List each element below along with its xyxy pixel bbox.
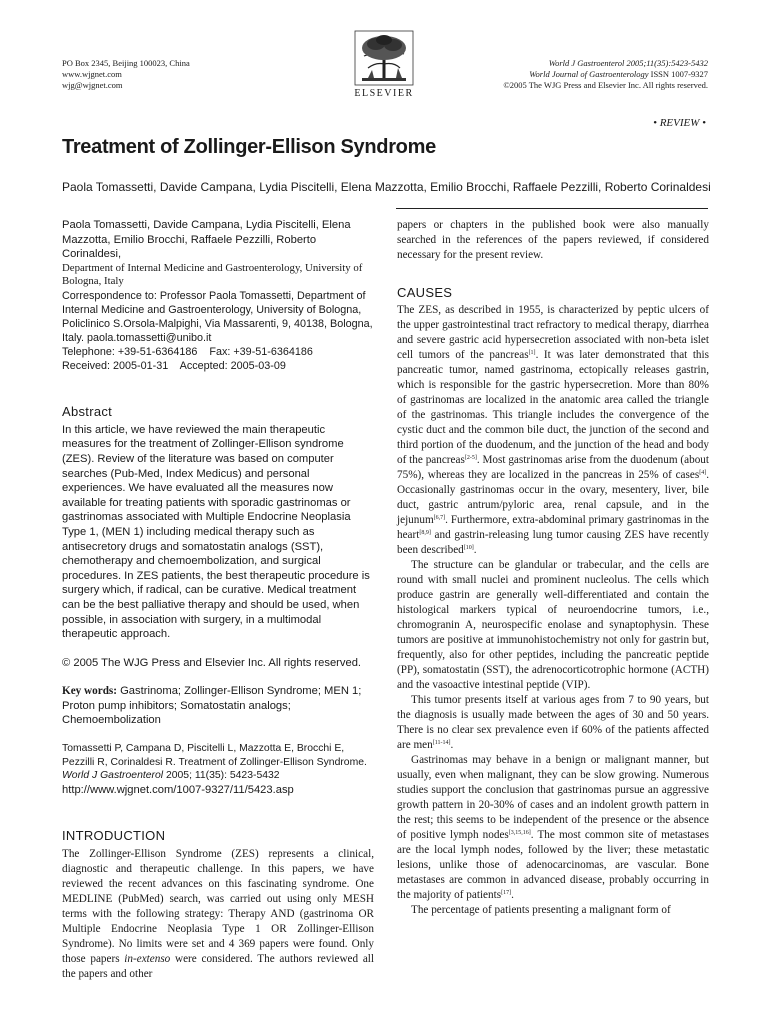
abstract-body: In this article, we have reviewed the main therapeutic measures for the treatment of Zollinger-Ellison syndrome (ZES). Review of the literature was based on computer searches (Pub-Med, Index Medicus) and personal experiences. We have evaluated all the measures now available for treating patients with sporadic gastrinomas or gastrinomas associated with Multiple Endocrine Neoplasia Type 1, (MEN 1) including medical therapy such as antisecretory drugs and somatostatin analogs (SST), chemotherapy and chemoembolization, and surgical procedures. In ZES patients, the best therapeutic procedure is surgery which, if radical, can be curative. Medical treatment can be the best palliative therapy and should be used, when possible, in association with surgery, in a multimodal therapeutic approach. (62, 423, 370, 641)
contact-address: PO Box 2345, Beijing 100023, China (62, 58, 190, 68)
reference-marker[interactable]: [11-14] (432, 740, 451, 746)
causes-paragraph-4 (397, 753, 709, 903)
citation-details: 2005; 11(35): 5423-5432 (163, 770, 280, 782)
reference-marker[interactable]: [2-5] (464, 455, 477, 461)
causes-paragraph-5: The percentage of patients presenting a malignant form of (411, 904, 671, 916)
journal-citation: World J Gastroenterol 2005;11(35):5423-5432 (548, 58, 708, 68)
journal-contact (62, 58, 262, 91)
intro-italic: in-extenso (124, 952, 171, 965)
introduction-heading: INTRODUCTION (62, 827, 166, 843)
keywords-text: Gastrinoma; Zollinger-Ellison Syndrome; MEN 1; Proton pump inhibitors; Somatostatin analogs; Chemoembolization (62, 685, 362, 727)
reference-marker[interactable]: [8,9] (419, 530, 431, 536)
continued-paragraph: papers or chapters in the published book were also manually searched in the references of the papers reviewed, if considered necessary for the present review. (397, 219, 709, 261)
left-column (62, 218, 374, 982)
elsevier-tree-icon (354, 30, 414, 86)
journal-copyright: ©2005 The WJG Press and Elsevier Inc. All rights reserved. (503, 80, 708, 90)
c1-text-d: . Occasionally gastrinomas occur in the ovary, mesentery, liver, bile duct, gastric antrum/pyloric area, renal capsule, and in the jejunum (397, 469, 709, 526)
author-list: Paola Tomassetti, Davide Campana, Lydia Piscitelli, Elena Mazzotta, Emilio Brocchi, Raffaele Pezzilli, Roberto Corinaldesi (62, 180, 711, 194)
reference-marker[interactable]: [6,7] (433, 515, 446, 521)
c1-text-a: The ZES, as described in 1955, is characterized by peptic ulcers of the upper gastrointestinal tract refractory to medical therapy, diarrhea and severe gastric acid hypersecretion associated with non-beta islet cell tumors of the pancreas (397, 304, 709, 361)
affiliation-department: Department of Internal Medicine and Gastroenterology, University of Bologna, Italy (62, 261, 363, 288)
contact-website[interactable]: www.wjgnet.com (62, 69, 122, 79)
publisher-name: ELSEVIER (354, 88, 414, 99)
c4-text-c: . (511, 889, 514, 901)
affiliation-authors: Paola Tomassetti, Davide Campana, Lydia Piscitelli, Elena Mazzotta, Emilio Brocchi, Raffaele Pezzilli, Roberto Corinaldesi, (62, 219, 351, 261)
c3-text-a: This tumor presents itself at various ages from 7 to 90 years, but the diagnosis is usually made between the ages of 30 and 50 years. There is no clear sex prevalence even if 60% of the patients affected are men (397, 694, 709, 751)
article-title: Treatment of Zollinger-Ellison Syndrome (62, 136, 436, 158)
elsevier-logo (338, 30, 430, 99)
citation-journal: World J Gastroenterol (62, 770, 164, 782)
c4-text-b: . The most common site of metastases are the local lymph nodes, followed by the liver; these metastatic lesions, unlike those of adenocarcinomas, are vascular. Bone metastases are common in advanced disease, probably occurring in the majority of patients (397, 829, 710, 901)
citation-authors: Tomassetti P, Campana D, Piscitelli L, Mazzotta E, Brocchi E, Pezzilli R, Corinaldesi R. Treatment of Zollinger-Ellison Syndrome. (62, 743, 367, 768)
reference-marker[interactable]: [4] (699, 470, 707, 476)
intro-text-1: The Zollinger-Ellison Syndrome (ZES) represents a clinical, diagnostic and therapeutic challenge. In this papers, we have reviewed the recent advances on this fascinating syndrome. One MEDLINE (PubMed) search, was carried out using only MESH terms with the following strategy: Therapy AND (gastrinoma OR Multiple Endocrine Neoplasia Type 1 OR Zollinger-Ellison Syndrome). No limits were set and 4 369 papers were found. Only those papers (62, 847, 374, 965)
c1-text-c: . Most gastrinomas arise from the duodenum (about 75%), whereas they are localized in the pancreas in 25% of cases (397, 454, 709, 481)
c3-text-b: . (450, 739, 454, 751)
c1-text-e: . Furthermore, extra-abdominal primary gastrinomas in the heart (397, 514, 709, 541)
journal-name: World Journal of Gastroenterology (529, 69, 649, 79)
causes-heading: CAUSES (397, 285, 453, 300)
received-accepted: Received: 2005-01-31 Accepted: 2005-03-09 (62, 359, 286, 372)
citation-block (62, 742, 374, 798)
abstract-heading: Abstract (62, 403, 113, 419)
intro-text-2: were considered. The authors reviewed all the papers and other (62, 952, 374, 980)
c1-text-b: . It was later demonstrated that this pancreatic tumor, named gastrinoma, ectopically releases gastrin, which is responsible for the gastric hypersecretion. More than 80% of gastrinomas are localized in the anatomic area called the triangle of the gastrinomas. This triangle includes the convergence of the cystic duct and the common bile duct, the junction of the second and third portion of the duodenum, and the junction of the head and body of the pancreas (397, 349, 709, 466)
correspondence: Correspondence to: Professor Paola Tomassetti, Department of Internal Medicine and Gastroenterology, University of Bologna, Policlinico S.Orsola-Malpighi, Via Massarenti, 9, 40138, Bologna, Italy. paola.tomassetti@unibo.it (62, 289, 373, 344)
article-type-tag: • REVIEW • (653, 117, 706, 129)
issn-number: ISSN 1007-9327 (648, 69, 708, 79)
column-divider-rule (396, 208, 708, 209)
keywords-label: Key words: (62, 685, 117, 698)
c1-text-g: . (473, 544, 477, 556)
reference-marker[interactable]: [1] (528, 350, 536, 356)
journal-info (448, 58, 708, 91)
causes-paragraph-2: The structure can be glandular or trabecular, and the cells are round with small nuclei and prominent nucleolus. The cells which produce gastrin are generally well-differentiated and contain the histological markers typical of neuroendocrine tumors, i.e., chromogranin A, neurospecific enolase and synaptophysin. These tumors are positive at immunohistochemistry not only for gastrin but, frequently, also for other peptides, including the pancreatic peptide (PP), somatostatin (SST), the adrenocorticotrophic hormone (ACTH) and the vasoactive intestinal peptide (VIP). (397, 559, 709, 691)
reference-marker[interactable]: [17] (501, 890, 512, 896)
introduction-paragraph (62, 847, 374, 982)
telephone-fax: Telephone: +39-51-6364186 Fax: +39-51-6364186 (62, 345, 313, 358)
c4-text-a: Gastrinomas may behave in a benign or malignant manner, but usually, even when malignant, they can be slow growing. Numerous studies support the conclusion that gastrinomas pursue an aggressive growth pattern in 20-30% of cases and an indolent growth pattern in the rest; this seems to be independent of the presence or the absence of positive lymph nodes (397, 754, 709, 841)
citation-url[interactable]: http://www.wjgnet.com/1007-9327/11/5423.asp (62, 783, 294, 796)
reference-marker[interactable]: [3,15,16] (508, 830, 531, 836)
affiliation-block (62, 218, 374, 373)
causes-paragraph-3 (397, 693, 709, 753)
c1-text-f: and gastrin-releasing lung tumor causing ZES have recently been described (397, 529, 709, 556)
journal-issn (448, 69, 708, 80)
reference-marker[interactable]: [10] (463, 545, 474, 551)
contact-email[interactable]: wjg@wjgnet.com (62, 80, 123, 90)
keywords (62, 684, 374, 728)
right-column (397, 218, 709, 918)
causes-paragraph-1 (397, 303, 709, 558)
abstract-copyright: © 2005 The WJG Press and Elsevier Inc. All rights reserved. (62, 656, 362, 669)
